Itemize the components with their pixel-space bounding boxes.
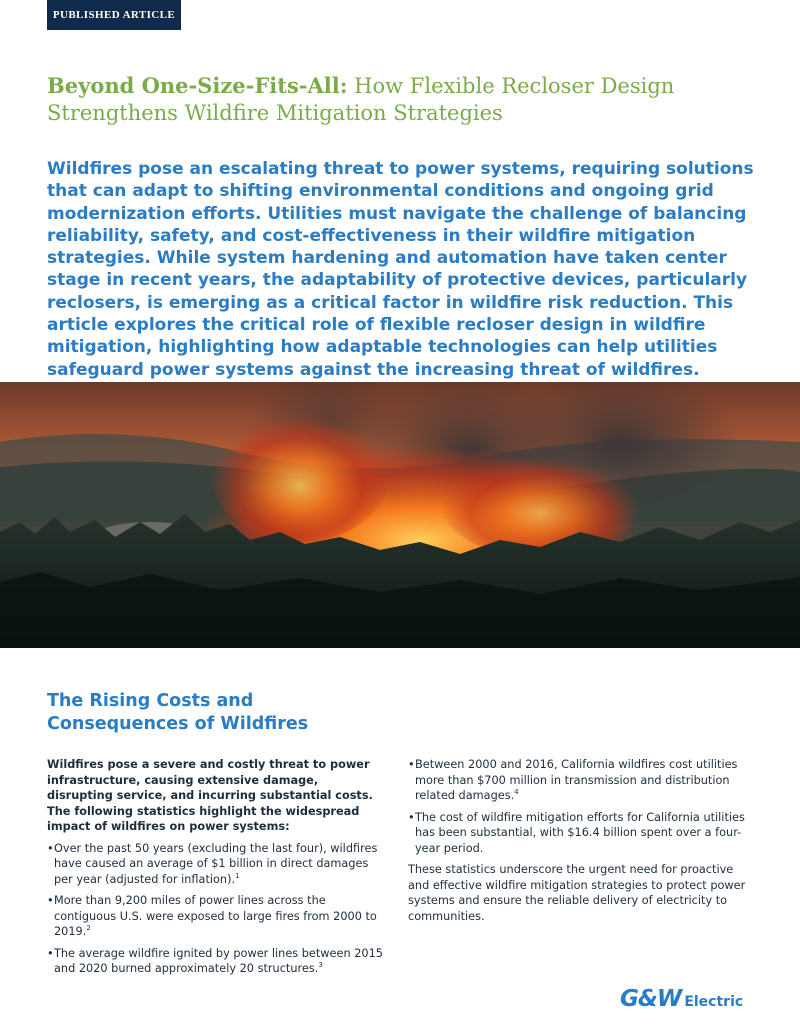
closing-paragraph: These statistics underscore the urgent need for proactive and effective wildfire mitigation strategies to protect power systems and ensure the reliable delivery of electricity to communities. — [408, 863, 746, 923]
section-title: The Rising Costs and Consequences of Wildfires — [47, 691, 309, 734]
footnote-ref: 4 — [514, 788, 519, 797]
bullet-marker: • — [47, 894, 54, 907]
list-item-text: Between 2000 and 2016, California wildfires cost utilities more than $700 million in transmission and distribution related damages. — [415, 758, 738, 802]
left-column — [47, 757, 387, 983]
list-item-text: The cost of wildfire mitigation efforts for California utilities has been substantial, with $16.4 billion spent over a four-year period. — [415, 810, 745, 855]
footnote-ref: 3 — [318, 961, 323, 970]
footnote-ref: 2 — [86, 924, 91, 933]
list-item — [47, 946, 387, 977]
statistics-list-right — [408, 757, 753, 856]
article-title-lead: Beyond One-Size-Fits-All: — [47, 73, 348, 98]
gw-electric-logo — [620, 986, 760, 1012]
wildfire-photo — [0, 382, 800, 648]
list-item — [408, 757, 753, 804]
bullet-marker: • — [408, 758, 415, 771]
logo-word: Electric — [684, 994, 744, 1010]
bullet-marker: • — [47, 841, 54, 855]
bullet-marker: • — [47, 946, 54, 960]
right-column — [408, 757, 753, 931]
article-title-rest: How Flexible Recloser Design Strengthens Wildfire Mitigation Strategies — [47, 74, 675, 125]
list-item — [47, 841, 387, 888]
list-item-text: The average wildfire ignited by power lines between 2015 and 2020 burned approximately 20 structures. — [54, 946, 383, 975]
list-item-text: More than 9,200 miles of power lines across the contiguous U.S. were exposed to large fires from 2000 to 2019. — [54, 894, 377, 938]
list-item-text: Over the past 50 years (excluding the last four), wildfires have caused an average of $1 billion in direct damages per year (adjusted for inflation). — [54, 841, 378, 886]
list-item — [47, 893, 387, 940]
footnote-ref: 1 — [235, 871, 240, 880]
section-lead-paragraph: Wildfires pose a severe and costly threat to power infrastructure, causing extensive damage, disrupting service, and incurring substantial costs. The following statistics highlight the widespread impact of wildfires on power systems: — [47, 758, 373, 833]
article-title — [47, 72, 747, 127]
bullet-marker: • — [408, 810, 415, 824]
article-intro: Wildfires pose an escalating threat to power systems, requiring solutions that can adapt to shifting environmental conditions and ongoing grid modernization efforts. Utilities must navigate the challenge of balancing reliability, safety, and cost-effectiveness in their wildfire mitigation strategies. While system hardening and automation have taken center stage in recent years, the adaptability of protective devices, particularly reclosers, is emerging as a critical factor in wildfire risk reduction. This article explores the critical role of flexible recloser design in wildfire mitigation, highlighting how adaptable technologies can help utilities safeguard power systems against the increasing threat of wildfires. — [47, 159, 754, 380]
statistics-list-left — [47, 841, 387, 977]
published-article-tag: PUBLISHED ARTICLE — [47, 0, 181, 30]
list-item — [408, 810, 753, 857]
logo-mark: G&W — [620, 986, 682, 1012]
